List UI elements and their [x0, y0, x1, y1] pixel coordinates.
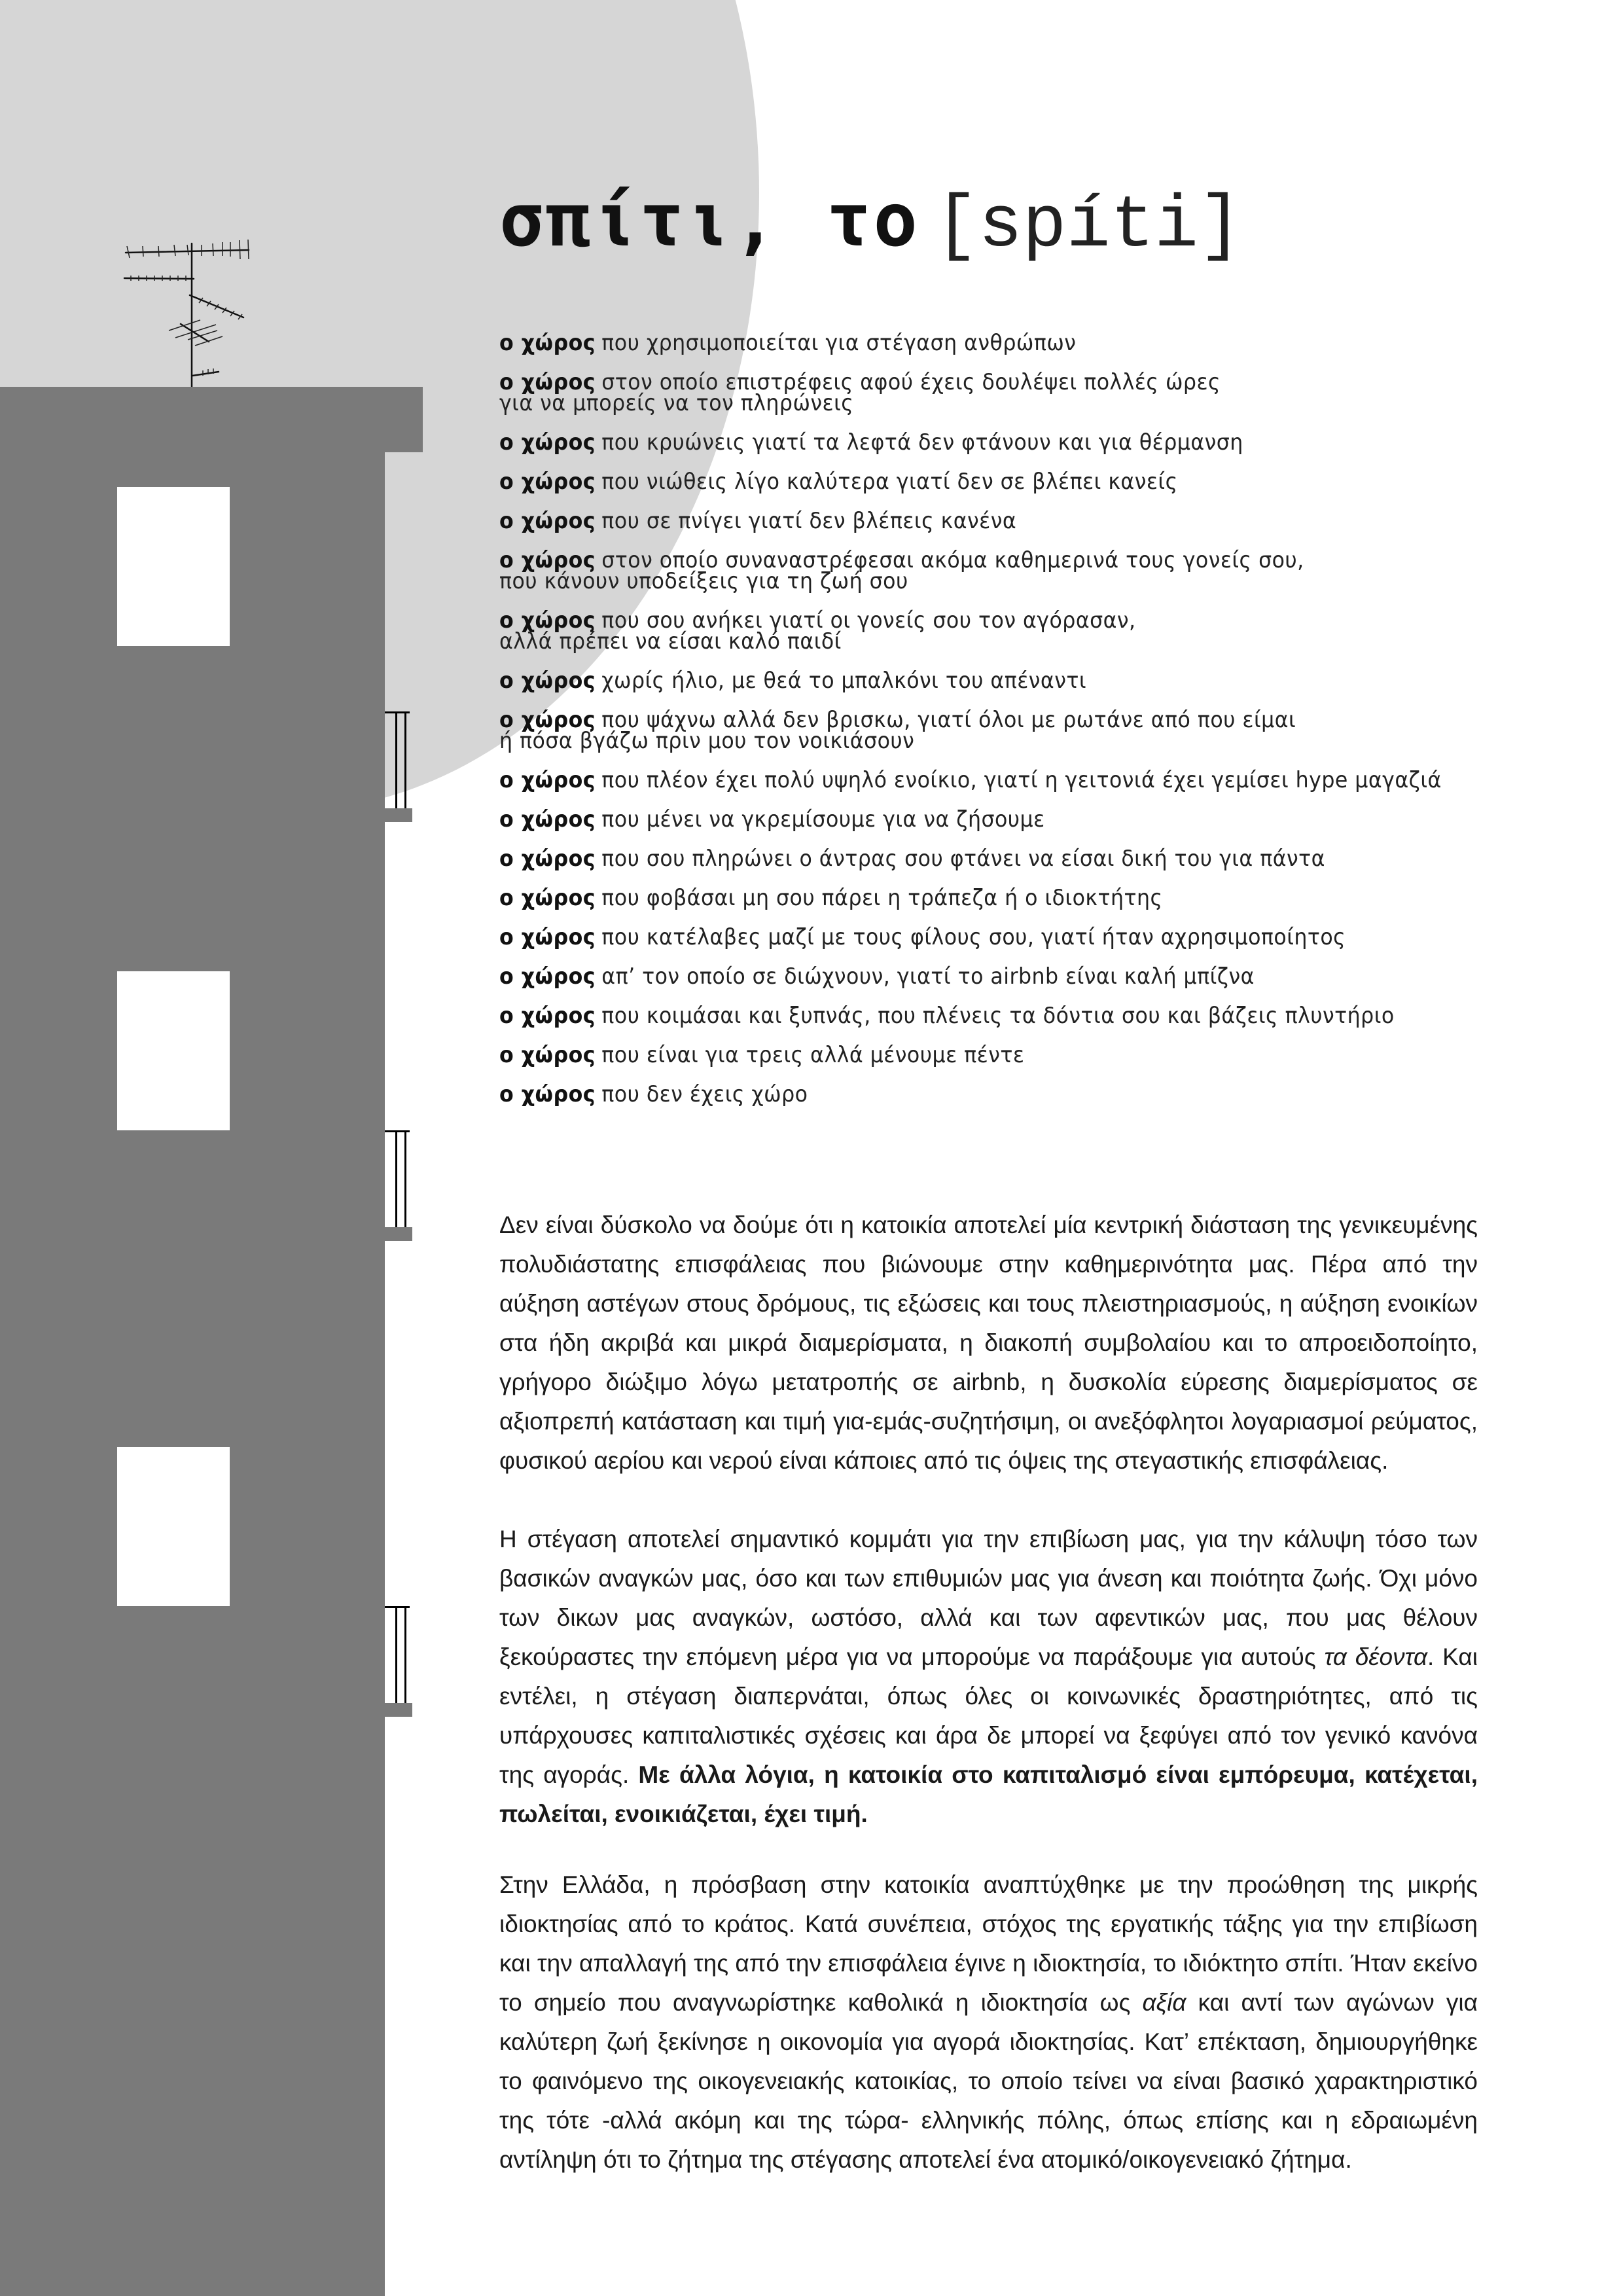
- definition-text: που φοβάσαι μη σου πάρει η τράπεζα ή ο ιδιοκτήτης: [601, 885, 1163, 911]
- building-window: [117, 487, 230, 646]
- definition-item: [499, 668, 1486, 694]
- definition-item: [499, 846, 1486, 872]
- definition-item: [499, 1042, 1486, 1068]
- definition-text: στον οποίο επιστρέφεις αφού έχεις δουλέψει πολλές ώρες: [601, 369, 1221, 395]
- definition-list: [499, 332, 1486, 1123]
- definition-item: [499, 806, 1486, 833]
- definition-keyword: ο χώρος: [499, 963, 596, 990]
- definition-item: [499, 924, 1486, 950]
- definition-keyword: ο χώρος: [499, 469, 596, 495]
- definition-text: ή πόσα βγάζω πριν μου τον νοικιάσουν: [499, 728, 915, 754]
- title-word: σπίτι, το: [499, 178, 920, 263]
- definition-keyword: ο χώρος: [499, 707, 596, 733]
- definition-keyword: ο χώρος: [499, 924, 596, 950]
- paragraph-3: [499, 1865, 1478, 2179]
- definition-text: που κρυώνεις γιατί τα λεφτά δεν φτάνουν και για θέρμανση: [601, 429, 1243, 456]
- definition-keyword: ο χώρος: [499, 547, 596, 573]
- definition-text: που σε πνίγει γιατί δεν βλέπεις κανένα: [601, 508, 1017, 534]
- definition-keyword: ο χώρος: [499, 668, 596, 694]
- building-window: [117, 971, 230, 1130]
- paragraph-2-text: Η στέγαση αποτελεί σημαντικό κομμάτι για την επιβίωση μας, για την κάλυψη τόσο των βασικών αναγκών μας, όσο και των επιθυμιών μας για άνεση και ποιότητα ζωής. Όχι μόνο των δικων μας αναγκών, ωστόσο, αλλά και των αφεντικών μας, που μας θέλουν ξεκούραστες την επόμενη μέρα για να μπορούμε να παράξουμε για αυτούς: [499, 1526, 1478, 1670]
- paragraph-1: Δεν είναι δύσκολο να δούμε ότι η κατοικία αποτελεί μία κεντρική διάσταση της γενικευμένης πολυδιάστατης επισφάλειας που βιώνουμε στην καθημερινότητα μας. Πέρα από την αύξηση αστέγων στους δρόμους, τις εξώσεις και τους πλειστηριασμούς, η αύξηση ενοικίων στα ήδη ακριβά και μικρά διαμερίσματα, η διακοπή συμβολαίου και το απροειδοποίητο, γρήγορο διώξιμο λόγω μετατροπής σε airbnb, η δυσκολία εύρεσης διαμερίσματος σε αξιοπρεπή κατάσταση και τιμή για-εμάς-συζητήσιμη, οι ανεξόφλητοι λογαριασμοί ρεύματος, φυσικού αερίου και νερού είναι κάποιες από τις όψεις της στεγαστικής επισφάλειας.: [499, 1211, 1478, 1474]
- paragraph-3-italic: αξία: [1142, 1989, 1186, 2016]
- definition-item: [499, 469, 1486, 495]
- balcony-bar: [395, 711, 397, 808]
- paragraph-3-text-cont: και αντί των αγώνων για καλύτερη ζωή ξεκίνησε η οικονομία για αγορά ιδιοκτησίας. Κατ’ επέκταση, δημιουργήθηκε το φαινόμενο της οικογενειακής κατοικίας, το οποίο τείνει να είναι βασικό χαρακτηριστικό της τότε -αλλά ακόμη και της τώρα- ελληνικής πόλης, όπως επίσης και η εδραιωμένη αντίληψη ότι το ζήτημα της στέγασης αποτελεί ένα ατομικό/οικογενειακό ζήτημα.: [499, 1989, 1478, 2173]
- definition-item: [499, 1081, 1486, 1107]
- definition-keyword: ο χώρος: [499, 369, 596, 395]
- definition-text: που νιώθεις λίγο καλύτερα γιατί δεν σε βλέπει κανείς: [601, 469, 1178, 495]
- definition-item: [499, 963, 1486, 990]
- definition-text: αλλά πρέπει να είσαι καλό παιδί: [499, 628, 842, 655]
- definition-keyword: ο χώρος: [499, 885, 596, 911]
- balcony-bar: [404, 1130, 406, 1227]
- paragraph-2-italic: τα δέοντα: [1324, 1643, 1428, 1670]
- definition-text: που κάνουν υποδείξεις για τη ζωή σου: [499, 568, 908, 594]
- definition-item: [499, 767, 1486, 793]
- definition-text: που χρησιμοποιείται για στέγαση ανθρώπων: [601, 330, 1077, 356]
- definition-text: που είναι για τρεις αλλά μένουμε πέντε: [601, 1042, 1025, 1068]
- definition-keyword: ο χώρος: [499, 508, 596, 534]
- balcony-slab: [385, 1703, 412, 1717]
- definition-keyword: ο χώρος: [499, 1042, 596, 1068]
- definition-keyword: ο χώρος: [499, 330, 596, 356]
- definition-item: [499, 429, 1486, 456]
- building: [0, 450, 385, 2296]
- paragraph-3-text: Στην Ελλάδα, η πρόσβαση στην κατοικία αναπτύχθηκε με την προώθηση της μικρής ιδιοκτησίας από το κράτος. Κατά συνέπεια, στόχος της εργατικής τάξης για την επιβίωση και την απαλλαγή της από την επισφάλεια έγινε η ιδιοκτησία, το ιδιόκτητο σπίτι. Ήταν εκείνο το σημείο που αναγνωρίστηκε καθολικά η ιδιοκτησία ως: [499, 1871, 1478, 2016]
- definition-keyword: ο χώρος: [499, 607, 596, 634]
- definition-item: [499, 607, 1486, 655]
- definition-text: απ’ τον οποίο σε διώχνουν, γιατί το airbnb είναι καλή μπίζνα: [601, 963, 1255, 990]
- definition-text: στον οποίο συναναστρέφεσαι ακόμα καθημερινά τους γονείς σου,: [601, 547, 1304, 573]
- definition-text: που κοιμάσαι και ξυπνάς, που πλένεις τα δόντια σου και βάζεις πλυντήριο: [601, 1003, 1395, 1029]
- definition-text: που δεν έχεις χώρο: [601, 1081, 808, 1107]
- definition-text: που πλέον έχει πολύ υψηλό ενοίκιο, γιατί η γειτονιά έχει γεμίσει hype μαγαζιά: [601, 767, 1442, 793]
- definition-text: χωρίς ήλιο, με θεά το μπαλκόνι του απέναντι: [601, 668, 1087, 694]
- definition-item: [499, 330, 1486, 356]
- definition-keyword: ο χώρος: [499, 1003, 596, 1029]
- balcony-slab: [385, 1227, 412, 1241]
- paragraph-2: [499, 1520, 1478, 1834]
- definition-text: που κατέλαβες μαζί με τους φίλους σου, γιατί ήταν αχρησιμοποίητος: [601, 924, 1346, 950]
- definition-item: [499, 707, 1486, 754]
- tv-antenna-icon: [118, 216, 262, 393]
- definition-item: [499, 508, 1486, 534]
- title-pronunciation: [spíti]: [934, 185, 1243, 268]
- definition-item: [499, 1003, 1486, 1029]
- definition-keyword: ο χώρος: [499, 767, 596, 793]
- definition-item: [499, 885, 1486, 911]
- balcony-slab: [385, 808, 412, 822]
- definition-keyword: ο χώρος: [499, 846, 596, 872]
- definition-text: που σου ανήκει γιατί οι γονείς σου τον αγόρασαν,: [601, 607, 1136, 634]
- building-roof: [0, 387, 423, 452]
- definition-text: για να μπορείς να τον πληρώνεις: [499, 390, 854, 416]
- definition-keyword: ο χώρος: [499, 429, 596, 456]
- definition-item: [499, 369, 1486, 416]
- page-title: [499, 178, 1242, 269]
- definition-text: που σου πληρώνει ο άντρας σου φτάνει να είσαι δική του για πάντα: [601, 846, 1325, 872]
- building-window: [117, 1447, 230, 1606]
- definition-keyword: ο χώρος: [499, 806, 596, 833]
- balcony-bar: [404, 1606, 406, 1703]
- balcony-bar: [395, 1606, 397, 1703]
- definition-text: που ψάχνω αλλά δεν βρισκω, γιατί όλοι με ρωτάνε από που είμαι: [601, 707, 1296, 733]
- paragraph-2-text-cont: . Και εντέλει, η στέγαση διαπερνάται, όπως όλες οι κοινωνικές δραστηριότητες, από τις υπάρχουσες καπιταλιστικές σχέσεις και άρα δε μπορεί να ξεφύγει από τον γενικό κανόνα της αγοράς.: [499, 1643, 1478, 1788]
- definition-item: [499, 547, 1486, 594]
- balcony-bar: [404, 711, 406, 808]
- balcony-bar: [395, 1130, 397, 1227]
- definition-text: που μένει να γκρεμίσουμε για να ζήσουμε: [601, 806, 1045, 833]
- definition-keyword: ο χώρος: [499, 1081, 596, 1107]
- paragraph-2-emphasis: Με άλλα λόγια, η κατοικία στο καπιταλισμό είναι εμπόρευμα, κατέχεται, πωλείται, ενοικιάζεται, έχει τιμή.: [499, 1761, 1478, 1827]
